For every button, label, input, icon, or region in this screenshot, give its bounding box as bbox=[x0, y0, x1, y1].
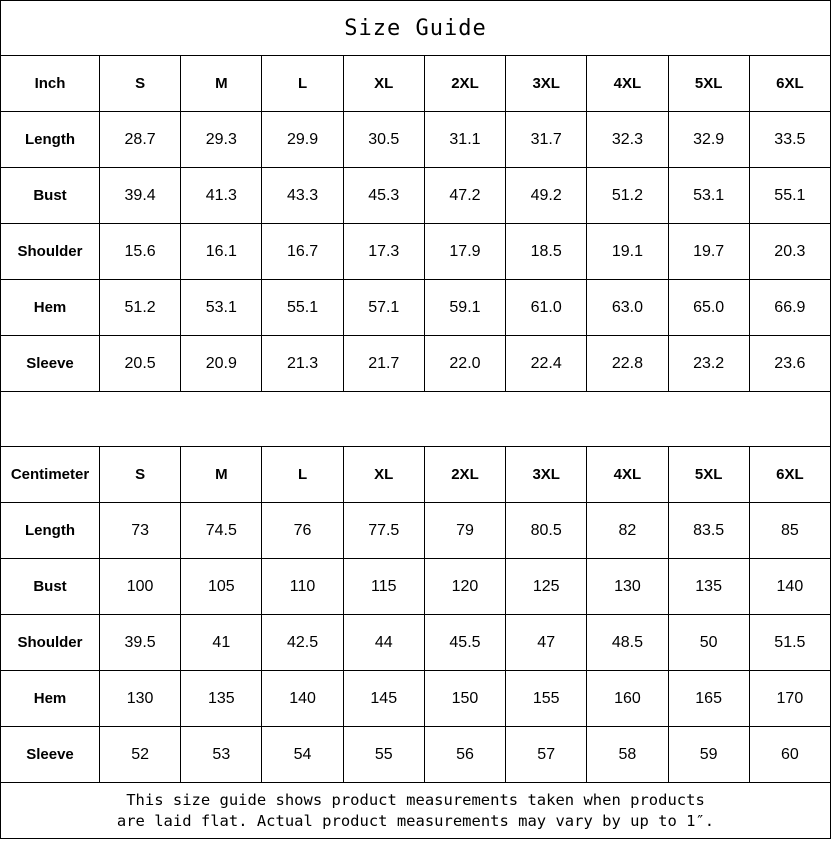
centimeter-sleeve-value: 57 bbox=[506, 727, 587, 783]
spacer-section bbox=[1, 392, 831, 447]
inch-shoulder-value: 17.9 bbox=[424, 224, 505, 280]
inch-shoulder-value: 20.3 bbox=[749, 224, 830, 280]
footer-note bbox=[1, 783, 831, 839]
centimeter-length-value: 80.5 bbox=[506, 503, 587, 559]
inch-sleeve-value: 22.8 bbox=[587, 336, 668, 392]
centimeter-size-header-l: L bbox=[262, 447, 343, 503]
inch-bust-value: 51.2 bbox=[587, 168, 668, 224]
inch-length-value: 33.5 bbox=[749, 112, 830, 168]
inch-label-sleeve: Sleeve bbox=[1, 336, 100, 392]
centimeter-shoulder-value: 39.5 bbox=[100, 615, 181, 671]
title-row bbox=[1, 1, 831, 56]
inch-bust-value: 55.1 bbox=[749, 168, 830, 224]
centimeter-bust-value: 115 bbox=[343, 559, 424, 615]
inch-hem-value: 57.1 bbox=[343, 280, 424, 336]
inch-bust-value: 45.3 bbox=[343, 168, 424, 224]
inch-bust-value: 53.1 bbox=[668, 168, 749, 224]
inch-length-value: 29.9 bbox=[262, 112, 343, 168]
centimeter-row-bust bbox=[1, 559, 831, 615]
centimeter-bust-value: 135 bbox=[668, 559, 749, 615]
centimeter-sleeve-value: 55 bbox=[343, 727, 424, 783]
inch-size-header-l: L bbox=[262, 56, 343, 112]
centimeter-shoulder-value: 50 bbox=[668, 615, 749, 671]
inch-row-bust bbox=[1, 168, 831, 224]
inch-size-header-4xl: 4XL bbox=[587, 56, 668, 112]
inch-length-value: 32.3 bbox=[587, 112, 668, 168]
inch-label-bust: Bust bbox=[1, 168, 100, 224]
centimeter-size-header-xl: XL bbox=[343, 447, 424, 503]
inch-bust-value: 39.4 bbox=[100, 168, 181, 224]
inch-shoulder-value: 15.6 bbox=[100, 224, 181, 280]
centimeter-hem-value: 135 bbox=[181, 671, 262, 727]
centimeter-row-shoulder bbox=[1, 615, 831, 671]
centimeter-shoulder-value: 51.5 bbox=[749, 615, 830, 671]
inch-size-header-m: M bbox=[181, 56, 262, 112]
inch-sleeve-value: 22.4 bbox=[506, 336, 587, 392]
centimeter-length-value: 76 bbox=[262, 503, 343, 559]
centimeter-bust-value: 105 bbox=[181, 559, 262, 615]
inch-hem-value: 55.1 bbox=[262, 280, 343, 336]
centimeter-row-hem bbox=[1, 671, 831, 727]
centimeter-size-header-s: S bbox=[100, 447, 181, 503]
inch-hem-value: 51.2 bbox=[100, 280, 181, 336]
inch-hem-value: 63.0 bbox=[587, 280, 668, 336]
centimeter-sleeve-value: 56 bbox=[424, 727, 505, 783]
centimeter-sleeve-value: 53 bbox=[181, 727, 262, 783]
inch-bust-value: 41.3 bbox=[181, 168, 262, 224]
inch-shoulder-value: 16.1 bbox=[181, 224, 262, 280]
inch-shoulder-value: 16.7 bbox=[262, 224, 343, 280]
centimeter-size-header-4xl: 4XL bbox=[587, 447, 668, 503]
inch-size-header-5xl: 5XL bbox=[668, 56, 749, 112]
centimeter-bust-value: 125 bbox=[506, 559, 587, 615]
inch-shoulder-value: 19.1 bbox=[587, 224, 668, 280]
centimeter-sleeve-value: 59 bbox=[668, 727, 749, 783]
inch-length-value: 31.7 bbox=[506, 112, 587, 168]
inch-row-length bbox=[1, 112, 831, 168]
inch-bust-value: 43.3 bbox=[262, 168, 343, 224]
inch-size-header-3xl: 3XL bbox=[506, 56, 587, 112]
centimeter-shoulder-value: 48.5 bbox=[587, 615, 668, 671]
centimeter-row-length bbox=[1, 503, 831, 559]
inch-sleeve-value: 20.9 bbox=[181, 336, 262, 392]
centimeter-label-bust: Bust bbox=[1, 559, 100, 615]
inch-hem-value: 53.1 bbox=[181, 280, 262, 336]
centimeter-label-sleeve: Sleeve bbox=[1, 727, 100, 783]
centimeter-label-shoulder: Shoulder bbox=[1, 615, 100, 671]
inch-unit-header: Inch bbox=[1, 56, 100, 112]
centimeter-length-value: 82 bbox=[587, 503, 668, 559]
table-gap bbox=[1, 392, 831, 447]
inch-hem-value: 66.9 bbox=[749, 280, 830, 336]
centimeter-hem-value: 150 bbox=[424, 671, 505, 727]
title-section bbox=[1, 1, 831, 56]
inch-row-sleeve bbox=[1, 336, 831, 392]
inch-row-shoulder bbox=[1, 224, 831, 280]
inch-label-length: Length bbox=[1, 112, 100, 168]
footer-row bbox=[1, 783, 831, 839]
inch-bust-value: 47.2 bbox=[424, 168, 505, 224]
centimeter-length-value: 73 bbox=[100, 503, 181, 559]
centimeter-size-header-2xl: 2XL bbox=[424, 447, 505, 503]
inch-length-value: 28.7 bbox=[100, 112, 181, 168]
footer-note-line2: are laid flat. Actual product measurements may vary by up to 1″. bbox=[116, 811, 715, 830]
centimeter-bust-value: 130 bbox=[587, 559, 668, 615]
inch-hem-value: 61.0 bbox=[506, 280, 587, 336]
centimeter-shoulder-value: 41 bbox=[181, 615, 262, 671]
centimeter-hem-value: 145 bbox=[343, 671, 424, 727]
footer-note-line1: This size guide shows product measurements taken when products bbox=[126, 790, 705, 809]
centimeter-size-header-3xl: 3XL bbox=[506, 447, 587, 503]
inch-shoulder-value: 19.7 bbox=[668, 224, 749, 280]
inch-sleeve-value: 21.3 bbox=[262, 336, 343, 392]
inch-hem-value: 65.0 bbox=[668, 280, 749, 336]
centimeter-hem-value: 155 bbox=[506, 671, 587, 727]
inch-size-header-xl: XL bbox=[343, 56, 424, 112]
centimeter-sleeve-value: 52 bbox=[100, 727, 181, 783]
centimeter-label-hem: Hem bbox=[1, 671, 100, 727]
centimeter-length-value: 77.5 bbox=[343, 503, 424, 559]
centimeter-bust-value: 140 bbox=[749, 559, 830, 615]
inch-length-value: 30.5 bbox=[343, 112, 424, 168]
centimeter-hem-value: 170 bbox=[749, 671, 830, 727]
inch-sleeve-value: 23.2 bbox=[668, 336, 749, 392]
centimeter-length-value: 85 bbox=[749, 503, 830, 559]
centimeter-length-value: 74.5 bbox=[181, 503, 262, 559]
inch-length-value: 31.1 bbox=[424, 112, 505, 168]
inch-size-header-2xl: 2XL bbox=[424, 56, 505, 112]
inch-hem-value: 59.1 bbox=[424, 280, 505, 336]
centimeter-size-header-5xl: 5XL bbox=[668, 447, 749, 503]
inch-length-value: 32.9 bbox=[668, 112, 749, 168]
inch-sleeve-value: 23.6 bbox=[749, 336, 830, 392]
inch-length-value: 29.3 bbox=[181, 112, 262, 168]
centimeter-header-row bbox=[1, 447, 831, 503]
inch-label-hem: Hem bbox=[1, 280, 100, 336]
centimeter-sleeve-value: 54 bbox=[262, 727, 343, 783]
centimeter-hem-value: 130 bbox=[100, 671, 181, 727]
centimeter-length-value: 79 bbox=[424, 503, 505, 559]
centimeter-shoulder-value: 44 bbox=[343, 615, 424, 671]
centimeter-unit-header: Centimeter bbox=[1, 447, 100, 503]
centimeter-bust-value: 110 bbox=[262, 559, 343, 615]
centimeter-shoulder-value: 47 bbox=[506, 615, 587, 671]
centimeter-hem-value: 140 bbox=[262, 671, 343, 727]
inch-header-row bbox=[1, 56, 831, 112]
centimeter-bust-value: 100 bbox=[100, 559, 181, 615]
centimeter-label-length: Length bbox=[1, 503, 100, 559]
inch-sleeve-value: 20.5 bbox=[100, 336, 181, 392]
inch-label-shoulder: Shoulder bbox=[1, 224, 100, 280]
page-title: Size Guide bbox=[1, 1, 831, 56]
centimeter-sleeve-value: 58 bbox=[587, 727, 668, 783]
inch-shoulder-value: 18.5 bbox=[506, 224, 587, 280]
inch-table-body bbox=[1, 56, 831, 392]
centimeter-hem-value: 160 bbox=[587, 671, 668, 727]
inch-size-header-6xl: 6XL bbox=[749, 56, 830, 112]
inch-sleeve-value: 21.7 bbox=[343, 336, 424, 392]
centimeter-table-body bbox=[1, 447, 831, 783]
footer-section bbox=[1, 783, 831, 839]
centimeter-size-header-6xl: 6XL bbox=[749, 447, 830, 503]
inch-size-header-s: S bbox=[100, 56, 181, 112]
inch-sleeve-value: 22.0 bbox=[424, 336, 505, 392]
centimeter-row-sleeve bbox=[1, 727, 831, 783]
centimeter-length-value: 83.5 bbox=[668, 503, 749, 559]
centimeter-hem-value: 165 bbox=[668, 671, 749, 727]
centimeter-shoulder-value: 42.5 bbox=[262, 615, 343, 671]
table-gap-row bbox=[1, 392, 831, 447]
centimeter-shoulder-value: 45.5 bbox=[424, 615, 505, 671]
centimeter-size-header-m: M bbox=[181, 447, 262, 503]
inch-row-hem bbox=[1, 280, 831, 336]
centimeter-bust-value: 120 bbox=[424, 559, 505, 615]
inch-bust-value: 49.2 bbox=[506, 168, 587, 224]
centimeter-sleeve-value: 60 bbox=[749, 727, 830, 783]
inch-shoulder-value: 17.3 bbox=[343, 224, 424, 280]
